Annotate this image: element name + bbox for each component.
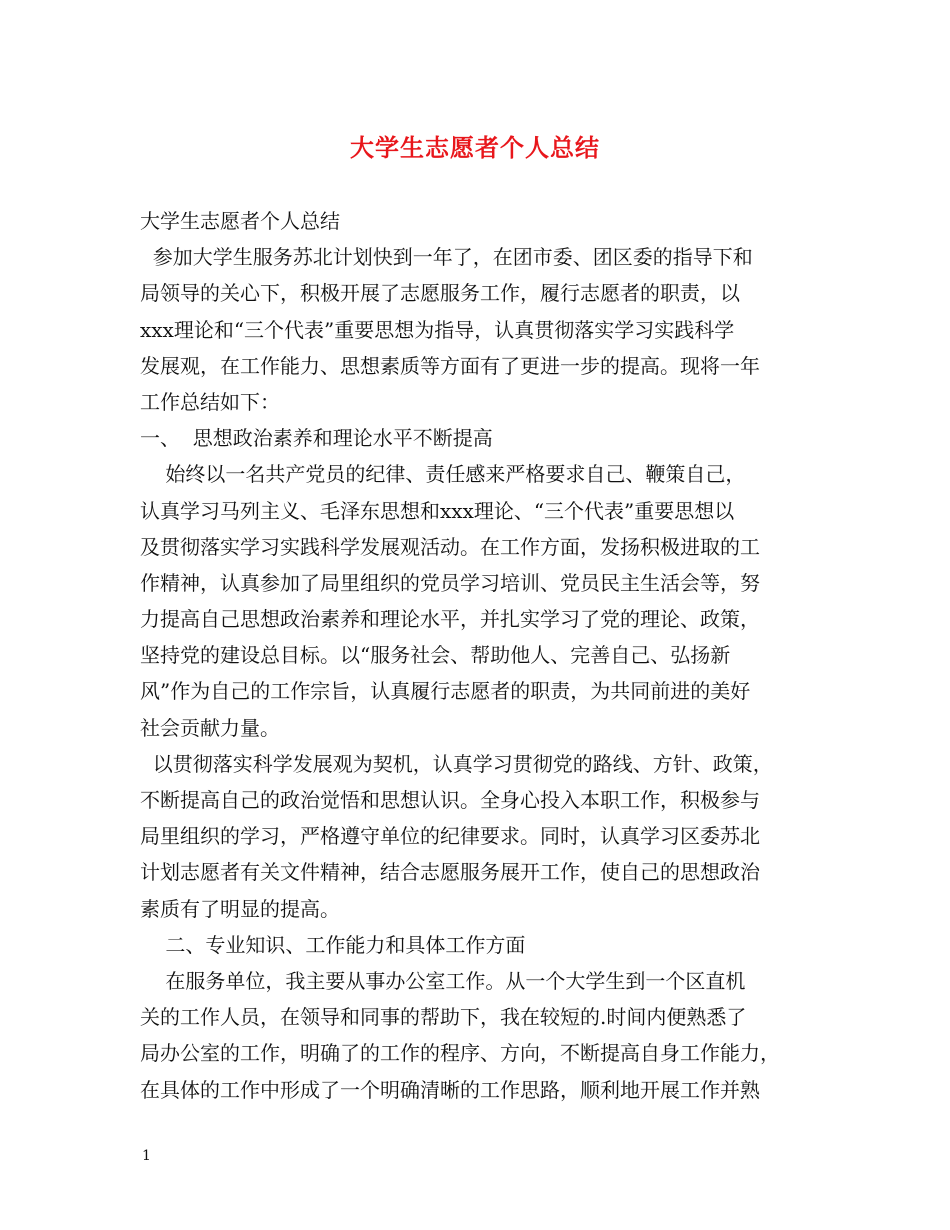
body-line: 以贯彻落实科学发展观为契机，认真学习贯彻党的路线、方针、政策， xyxy=(140,751,773,776)
body-line: 在具体的工作中形成了一个明确清晰的工作思路，顺利地开展工作并熟 xyxy=(140,1077,760,1102)
body-line: 社会贡献力量。 xyxy=(140,715,280,740)
body-line: 一、 思想政治素养和理论水平不断提高 xyxy=(140,426,493,451)
body-line: 局办公室的工作，明确了的工作的程序、方向，不断提高自身工作能力， xyxy=(140,1041,780,1066)
body-line: 参加大学生服务苏北计划快到一年了，在团市委、团区委的指导下和 xyxy=(140,245,753,270)
body-line: 局里组织的学习，严格遵守单位的纪律要求。同时，认真学习区委苏北 xyxy=(140,824,760,849)
body-line: 关的工作人员，在领导和同事的帮助下，我在较短的.时间内便熟悉了 xyxy=(140,1005,747,1030)
body-line: 发展观，在工作能力、思想素质等方面有了更进一步的提高。现将一年 xyxy=(140,353,760,378)
document-title: 大学生志愿者个人总结 xyxy=(350,133,600,162)
body-line: 不断提高自己的政治觉悟和思想认识。全身心投入本职工作，积极参与 xyxy=(140,788,760,812)
body-line: 素质有了明显的提高。 xyxy=(140,896,340,921)
body-line: 二、专业知识、工作能力和具体工作方面 xyxy=(140,932,526,957)
body-line: 始终以一名共产党员的纪律、责任感来严格要求自己、鞭策自己， xyxy=(140,462,746,487)
body-line: 在服务单位，我主要从事办公室工作。从一个大学生到一个区直机 xyxy=(140,968,746,993)
body-line: 工作总结如下： xyxy=(140,389,280,414)
body-line: 作精神，认真参加了局里组织的党员学习培训、党员民主生活会等，努 xyxy=(140,570,760,595)
body-line: 及贯彻落实学习实践科学发展观活动。在工作方面，发扬积极进取的工 xyxy=(140,534,760,559)
body-line: 风”作为自己的工作宗旨，认真履行志愿者的职责，为共同前进的美好 xyxy=(140,679,751,704)
document-body xyxy=(140,203,820,1108)
body-line: 认真学习马列主义、毛泽东思想和xxx理论、“三个代表”重要思想以 xyxy=(140,498,735,523)
body-line: 力提高自己思想政治素养和理论水平，并扎实学习了党的理论、政策， xyxy=(140,607,760,632)
body-line: 大学生志愿者个人总结 xyxy=(140,209,340,233)
body-line: xxx理论和“三个代表”重要思想为指导，认真贯彻落实学习实践科学 xyxy=(140,317,735,342)
body-line: 局领导的关心下，积极开展了志愿服务工作，履行志愿者的职责，以 xyxy=(140,281,740,306)
body-line: 计划志愿者有关文件精神，结合志愿服务展开工作，使自己的思想政治 xyxy=(140,860,760,885)
page-number: 1 xyxy=(142,1148,151,1164)
body-line: 坚持党的建设总目标。以“服务社会、帮助他人、完善自己、弘扬新 xyxy=(140,643,731,668)
